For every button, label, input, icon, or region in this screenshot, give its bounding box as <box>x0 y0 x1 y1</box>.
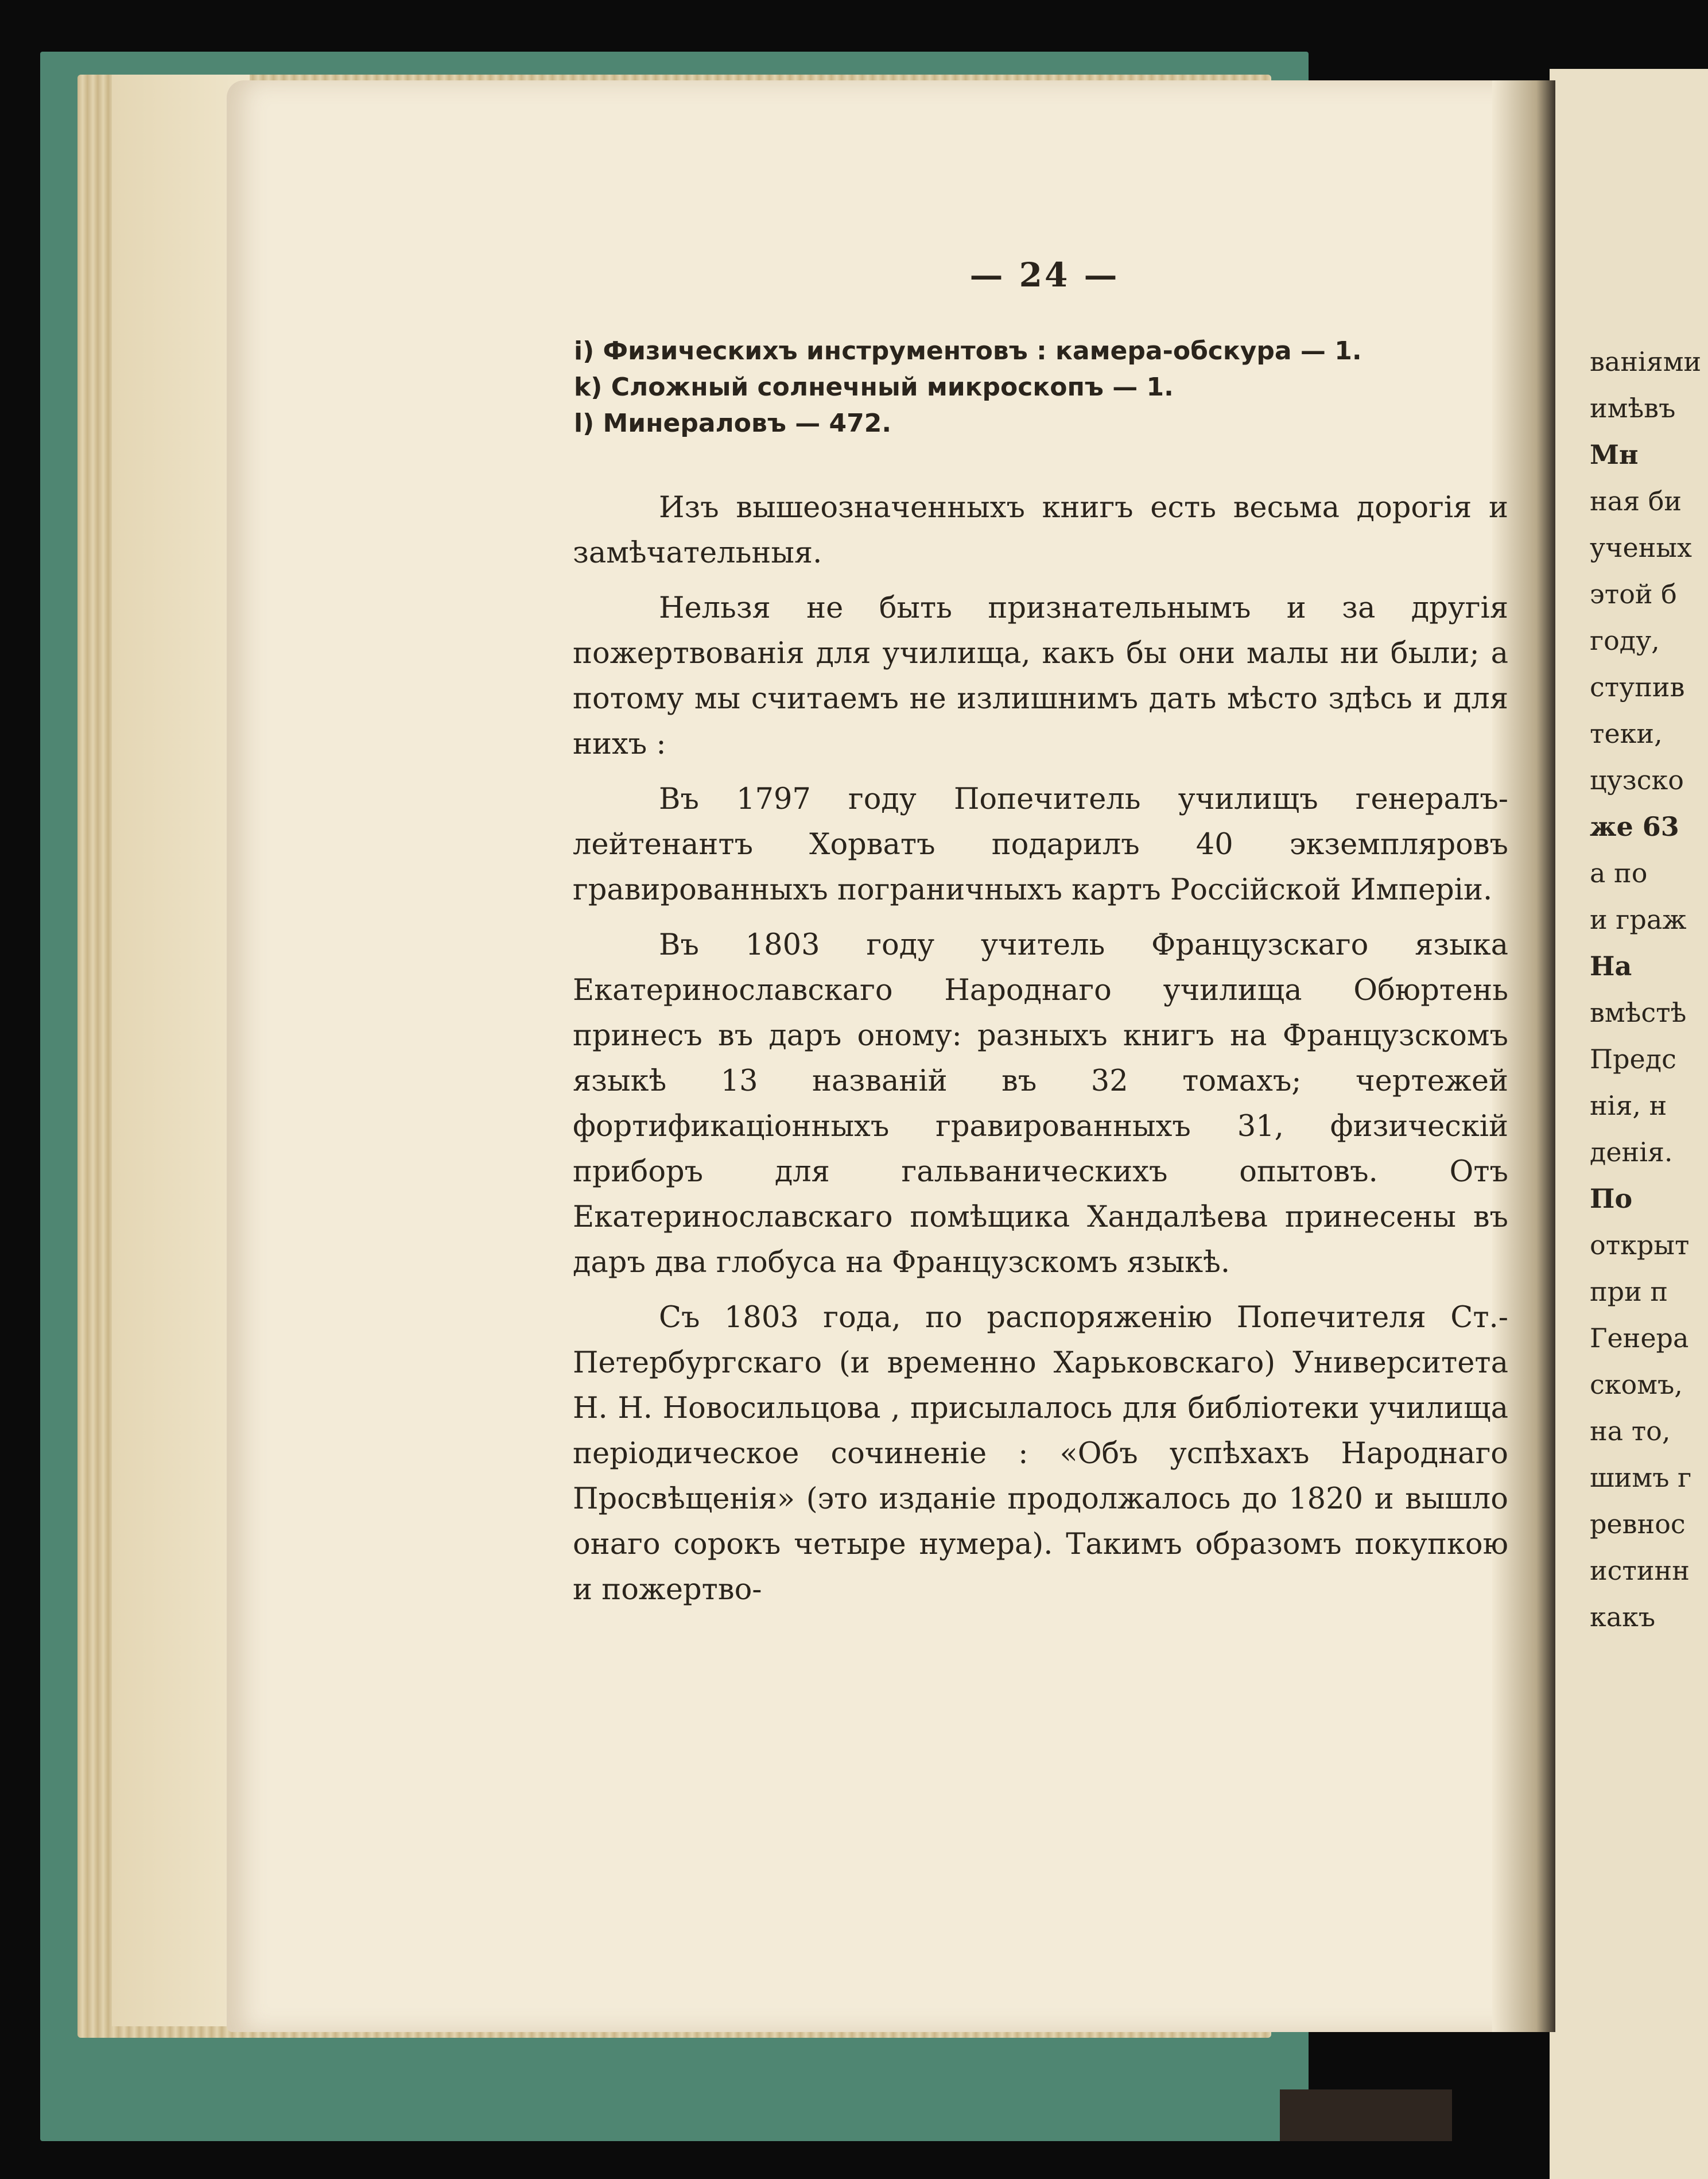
adjacent-line: вмѣстѣ <box>1590 997 1687 1028</box>
adjacent-line: и граж <box>1590 904 1687 935</box>
adjacent-line: ступив <box>1590 672 1685 703</box>
adjacent-line: какъ <box>1590 1602 1656 1633</box>
adjacent-line: На <box>1590 951 1632 982</box>
adjacent-line: Мн <box>1590 439 1639 470</box>
adjacent-line: а по <box>1590 858 1648 889</box>
inventory-item: l) Минераловъ — 472. <box>574 409 892 438</box>
adjacent-page-text <box>1590 339 1708 1641</box>
adjacent-line: же 63 <box>1590 811 1679 842</box>
adjacent-line: этой б <box>1590 579 1677 610</box>
adjacent-line: при п <box>1590 1276 1668 1307</box>
adjacent-line: ваніями <box>1590 346 1702 377</box>
adjacent-line: ревнос <box>1590 1509 1686 1540</box>
adjacent-line: ная би <box>1590 486 1682 517</box>
adjacent-line: цузско <box>1590 765 1684 796</box>
book-cover-edge <box>1280 2089 1452 2141</box>
paragraph: Изъ вышеозначенныхъ книгъ есть весьма дорогія и замѣчательныя. <box>573 491 1508 570</box>
adjacent-line: Предс <box>1590 1044 1676 1075</box>
adjacent-line: нія, н <box>1590 1090 1667 1121</box>
adjacent-line: ученых <box>1590 532 1692 563</box>
paragraph: Въ 1803 году учитель Французскаго языка Екатеринославскаго Народнаго училища Обюртень принесъ въ даръ оному: разныхъ книгъ на Французскомъ языкѣ 13 названій въ 32 томахъ; чертежей фортификаціонныхъ гравированныхъ 31, физическій приборъ для гальваническихъ опытовъ. Отъ Екатеринославскаго помѣщика Хандалѣева принесены въ даръ два глобуса на Французскомъ языкѣ. <box>573 928 1508 1280</box>
adjacent-line: открыт <box>1590 1230 1690 1261</box>
paragraph: Нельзя не быть признательнымъ и за другія пожертвованія для училища, какъ бы они малы ни были; а потому мы считаемъ не излишнимъ дать мѣсто здѣсь и для нихъ : <box>573 591 1508 761</box>
paragraph: Въ 1797 году Попечитель училищъ генералъ-лейтенантъ Хорватъ подарилъ 40 экземпляровъ гравированныхъ пограничныхъ картъ Россійской Имперіи. <box>573 782 1508 907</box>
inventory-item: k) Сложный солнечный микроскопъ — 1. <box>574 373 1174 402</box>
inventory-item: i) Физическихъ инструментовъ : камера-обскура — 1. <box>574 336 1362 366</box>
page-number: — 24 — <box>969 255 1120 294</box>
adjacent-line: денія. <box>1590 1137 1673 1168</box>
paragraph: Съ 1803 года, по распоряженію Попечителя Ст.-Петербургскаго (и временно Харьковскаго) Университета Н. Н. Новосильцова , присылалось для библіотеки училища періодическое сочиненіе : «Объ успѣхахъ Народнаго Просвѣщенія» (это изданіе продолжалось до 1820 и вышло онаго сорокъ четыре нумера). Такимъ образомъ покупкою и пожертво- <box>573 1301 1508 1607</box>
adjacent-line: истинн <box>1590 1555 1690 1586</box>
adjacent-line: шимъ г <box>1590 1462 1692 1493</box>
adjacent-line: на то, <box>1590 1416 1671 1447</box>
inventory-list <box>574 333 1435 441</box>
adjacent-line: теки, <box>1590 718 1663 749</box>
adjacent-line: году, <box>1590 625 1660 656</box>
adjacent-line: имѣвъ <box>1590 393 1676 424</box>
adjacent-line: Генера <box>1590 1323 1689 1354</box>
adjacent-line: скомъ, <box>1590 1369 1683 1400</box>
adjacent-line: По <box>1590 1183 1633 1214</box>
body-text <box>573 485 1508 1622</box>
